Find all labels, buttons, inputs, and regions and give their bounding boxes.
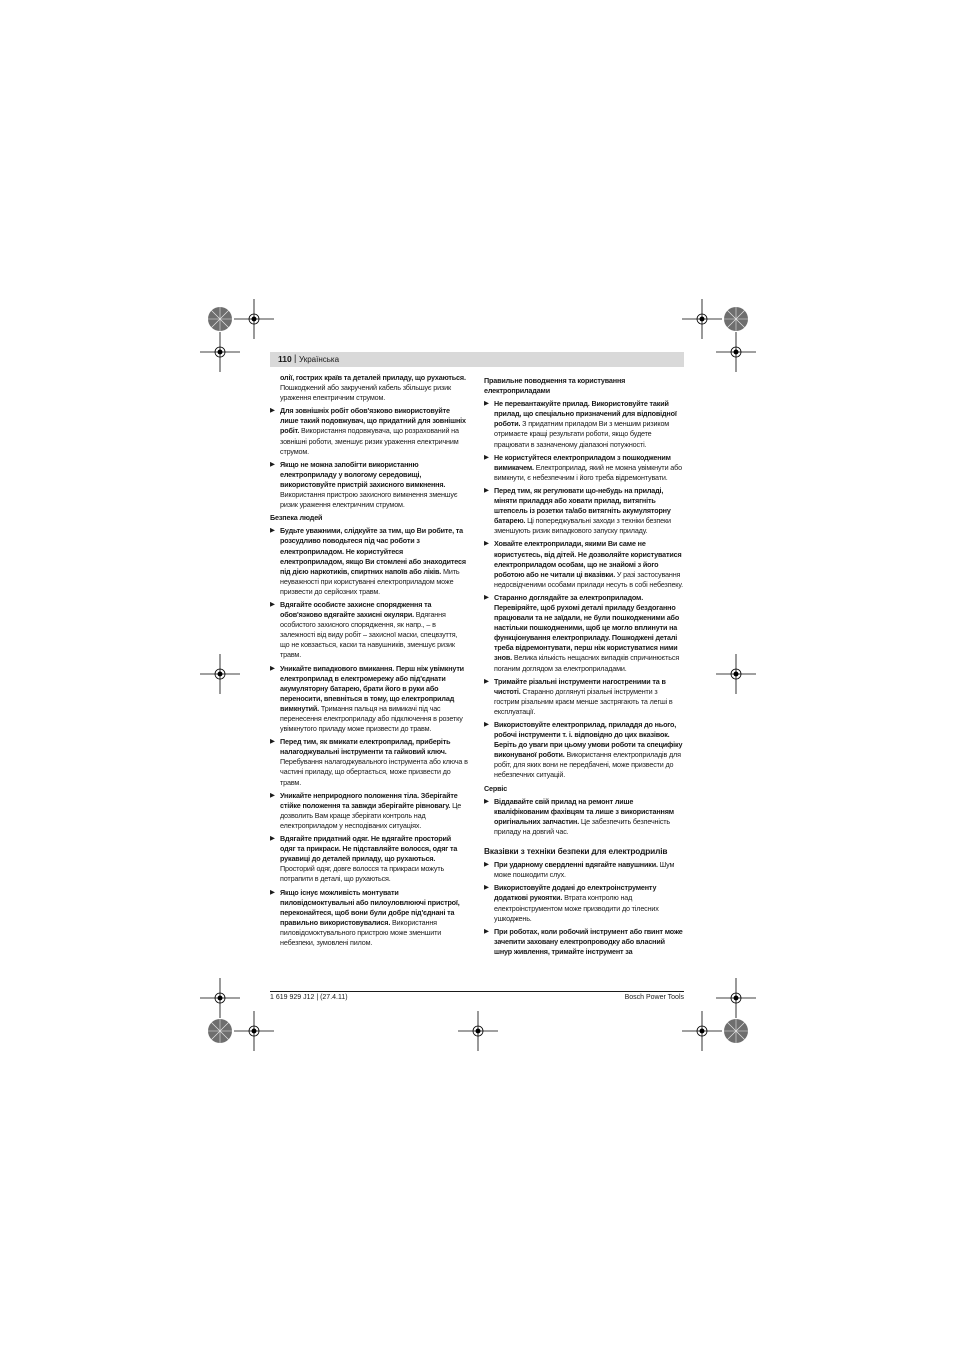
registration-mark-icon <box>200 654 240 694</box>
triangle-right-icon: ▶ <box>270 460 275 468</box>
page-number: 110 <box>278 354 292 364</box>
triangle-right-icon: ▶ <box>484 593 489 601</box>
body-text: Перебування налагоджувального інструмента або ключа в частині приладу, що обертається, може призвести до травм. <box>280 757 468 787</box>
bullet-item <box>484 860 684 880</box>
bold-lead-text: Перед тим, як регулювати що-небудь на приладі, міняти приладдя або ховати прилад, витягніть штепсель із розетки та/або витягніть акумуляторну батарею. <box>494 485 671 526</box>
bold-lead-text: Тримайте різальні інструменти нагостреними та в чистоті. <box>494 676 666 696</box>
body-text: Використання пристрою захисного вимкнення зменшує ризик ураження електричним струмом. <box>280 490 458 510</box>
body-text: Шум може пошкодити слух. <box>494 860 675 880</box>
section-heading: Сервіс <box>484 783 508 793</box>
bold-lead-text: Уникайте неприродного положення тіла. Зберігайте стійке положення та завжди зберігайте рівновагу. <box>280 790 458 810</box>
bullet-item <box>484 720 684 781</box>
triangle-right-icon: ▶ <box>484 797 489 805</box>
triangle-right-icon: ▶ <box>484 677 489 685</box>
bullet-item <box>270 460 468 510</box>
triangle-right-icon: ▶ <box>270 738 275 746</box>
bold-lead-text: Не користуйтеся електроприладом з пошкодженим вимикачем. <box>494 452 671 472</box>
triangle-right-icon: ▶ <box>270 600 275 608</box>
bullet-item <box>270 406 468 456</box>
footer-rule <box>270 991 684 992</box>
body-text: Вдягання особистого захисного спорядження, як напр., – в залежності від виду робіт – захисної маски, спецвзуття, що не ковзається, каски та навушників, зменшує ризик травм. <box>280 610 458 660</box>
body-text: Використання подовжувача, що розрахований на зовнішні роботи, зменшує ризик ураження електричним струмом. <box>280 426 459 456</box>
bold-lead-text: При ударному свердленні вдягайте навушники. <box>494 860 658 870</box>
body-text: Пошкоджений або закручений кабель збільшує ризик ураження електричним струмом. <box>280 383 451 403</box>
bold-lead-text: Вдягайте придатний одяг. Не вдягайте просторий одяг та прикраси. Не підставляйте волосся, одяг та рукавиці до деталей приладу, що рухаються. <box>280 834 458 864</box>
body-text: Це забезпечить безпечність приладу на довгий час. <box>494 816 671 836</box>
bold-lead-text: олії, гострих країв та деталей приладу, що рухаються. <box>280 373 466 382</box>
bullet-item <box>270 791 468 831</box>
registration-mark-icon <box>234 1011 274 1051</box>
body-text: У разі застосування недосвідченими особами прилади несуть в собі небезпеку. <box>494 569 683 589</box>
bullet-item <box>270 737 468 787</box>
section-heading: Вказівки з техніки безпеки для електродрилів <box>484 846 668 857</box>
body-text: Використання електроприладів для робіт, для яких вони не передбачені, може призвести до небезпечних ситуацій. <box>494 750 681 780</box>
body-text: Це дозволить Вам краще зберігати контроль над електроприладом у несподіваних ситуаціях. <box>280 800 462 830</box>
triangle-right-icon: ▶ <box>270 407 275 415</box>
bullet-item <box>484 593 684 674</box>
continued-paragraph <box>270 373 468 403</box>
triangle-right-icon: ▶ <box>484 927 489 935</box>
bullet-item <box>270 526 468 597</box>
bold-lead-text: Віддавайте свій прилад на ремонт лише кваліфікованим фахівцям та лише з використанням оригінальних запчастин. <box>494 796 674 826</box>
bold-lead-text: Будьте уважними, слідкуйте за тим, що Ви робите, та розсудливо поводьтеся під час роботи з електроприладом. Не користуйтеся електроприладом, якщо Ви стомлені або знаходитеся під дією наркотиків, спиртних напоїв або ліків. <box>280 526 466 576</box>
body-text: Тримання пальця на вимикачі під час перенесення електроприладу або підключення в розетку увімкнутого приладу може призвести до травм. <box>280 703 463 734</box>
bullet-item <box>484 486 684 536</box>
bold-lead-text: Не перевантажуйте прилад. Використовуйте такий прилад, що спеціально призначений для відповідної роботи. <box>494 399 677 429</box>
bullet-item <box>484 677 684 717</box>
page-header <box>270 352 684 367</box>
bullet-item <box>270 600 468 661</box>
triangle-right-icon: ▶ <box>270 664 275 672</box>
triangle-right-icon: ▶ <box>484 400 489 408</box>
bold-lead-text: Використовуйте додані до електроінструменту додаткові рукоятки. <box>494 883 657 903</box>
bullet-item <box>484 399 684 449</box>
body-text: Використання пиловідсмоктувального пристрою може зменшити небезпеки, зумовлені пилом. <box>280 917 442 947</box>
body-text: Старанно доглянуті різальні інструменти з гострим різальним краєм менше застрягають та легші в експлуатації. <box>494 686 673 716</box>
bullet-item <box>484 883 684 923</box>
registration-mark-icon <box>234 299 274 339</box>
footer-doc-number: 1 619 929 J12 | (27.4.11) <box>270 994 348 1001</box>
bullet-item <box>484 927 684 957</box>
triangle-right-icon: ▶ <box>484 540 489 548</box>
bold-lead-text: Якщо існує можливість монтувати пиловідсмоктувальні або пилоуловлюючі пристрої, переконайтеся, щоб вони були добре під'єднані та правильно використовувалися. <box>280 887 460 927</box>
bullet-item <box>270 834 468 884</box>
triangle-right-icon: ▶ <box>270 791 275 799</box>
triangle-right-icon: ▶ <box>270 888 275 896</box>
header-separator: | <box>294 353 297 363</box>
triangle-right-icon: ▶ <box>484 721 489 728</box>
triangle-right-icon: ▶ <box>484 884 489 892</box>
color-wheel-icon <box>716 1011 756 1051</box>
registration-mark-icon <box>458 1011 498 1051</box>
bold-lead-text: Вдягайте особисте захисне спорядження та обов'язково вдягайте захисні окуляри. <box>280 599 432 620</box>
bullet-item <box>484 539 684 589</box>
body-text: Ці попереджувальні заходи з техніки безпеки зменшують ризик випадкового запуску приладу. <box>494 516 671 536</box>
registration-mark-icon <box>716 654 756 694</box>
bold-lead-text: Уникайте випадкового вмикання. Перш ніж увімкнути електроприлад в електромережу або під'єднати акумуляторну батарею, брати його в руки або переносити, впевніться в тому, що електроприлад вимкнутий. <box>280 663 464 713</box>
body-text: Велика кількість нещасних випадків спричинюється поганим доглядом за електроприладами. <box>494 653 680 673</box>
bullet-item <box>270 888 468 949</box>
header-language: Українська <box>299 354 340 364</box>
bold-lead-text: Старанно доглядайте за електроприладом. Перевіряйте, щоб рухомі деталі приладу бездоганно працювали та не заїдали, не були пошкодженими або настільки пошкодженими, щоб це могло вплинути на функціонування електроприладу. Пошкоджені деталі треба відремонтувати, перш ніж користуватися ними знов. <box>494 592 680 663</box>
triangle-right-icon: ▶ <box>484 861 489 869</box>
bullet-item <box>484 797 684 837</box>
bold-lead-text: Перед тим, як вмикати електроприлад, приберіть налагоджувальні інструменти та гайковий ключ. <box>280 737 451 757</box>
body-text: Мить неуважності при користуванні електроприладом може призвести до серйозних травм. <box>280 566 460 596</box>
right-column <box>484 373 684 960</box>
registration-mark-icon <box>716 332 756 372</box>
triangle-right-icon: ▶ <box>484 453 489 461</box>
bold-lead-text: При роботах, коли робочий інструмент або гвинт може зачепити заховану електропроводку або власний шнур живлення, тримайте інструмент за <box>494 926 683 956</box>
footer-brand: Bosch Power Tools <box>624 994 684 1001</box>
left-column <box>270 373 468 951</box>
bold-lead-text: Використовуйте електроприлад, приладдя до нього, робочі інструменти т. і. відповідно до цих вказівок. Беріть до уваги при цьому умови роботи та специфіку виконуваної роботи. <box>494 720 683 760</box>
triangle-right-icon: ▶ <box>484 486 489 494</box>
registration-mark-icon <box>200 332 240 372</box>
triangle-right-icon: ▶ <box>270 835 275 843</box>
body-text: Втрата контролю над електроінструментом може призводити до тілесних ушкоджень. <box>494 893 659 923</box>
body-text: Просторий одяг, довге волосся та прикраси можуть потрапити в деталі, що рухаються. <box>280 864 445 884</box>
bold-lead-text: Для зовнішніх робіт обов'язково використовуйте лише такий подовжувач, що придатний для зовнішніх робіт. <box>280 406 466 436</box>
body-text: Електроприлад, який не можна увімкнути або вимкнути, є небезпечним і його треба відремонтувати. <box>494 462 682 482</box>
bullet-item <box>484 453 684 483</box>
section-heading: Правильне поводження та користування електроприладами <box>484 376 626 396</box>
bold-lead-text: Ховайте електроприлади, якими Ви саме не користуєтесь, від дітей. Не дозволяйте користуватися електроприладом особам, що не знайомі з його роботою або не читали ці вказівки. <box>494 539 682 579</box>
section-heading: Безпека людей <box>270 513 323 523</box>
body-text: З придатним приладом Ви з меншим ризиком отримаєте кращі результати роботи, якщо будете працювати в зазначеному діапазоні потужності. <box>494 419 670 449</box>
bullet-item <box>270 664 468 735</box>
triangle-right-icon: ▶ <box>270 527 275 535</box>
bold-lead-text: Якщо не можна запобігти використанню електроприладу у вологому середовищі, використовуйте пристрій захисного вимкнення. <box>280 459 446 489</box>
